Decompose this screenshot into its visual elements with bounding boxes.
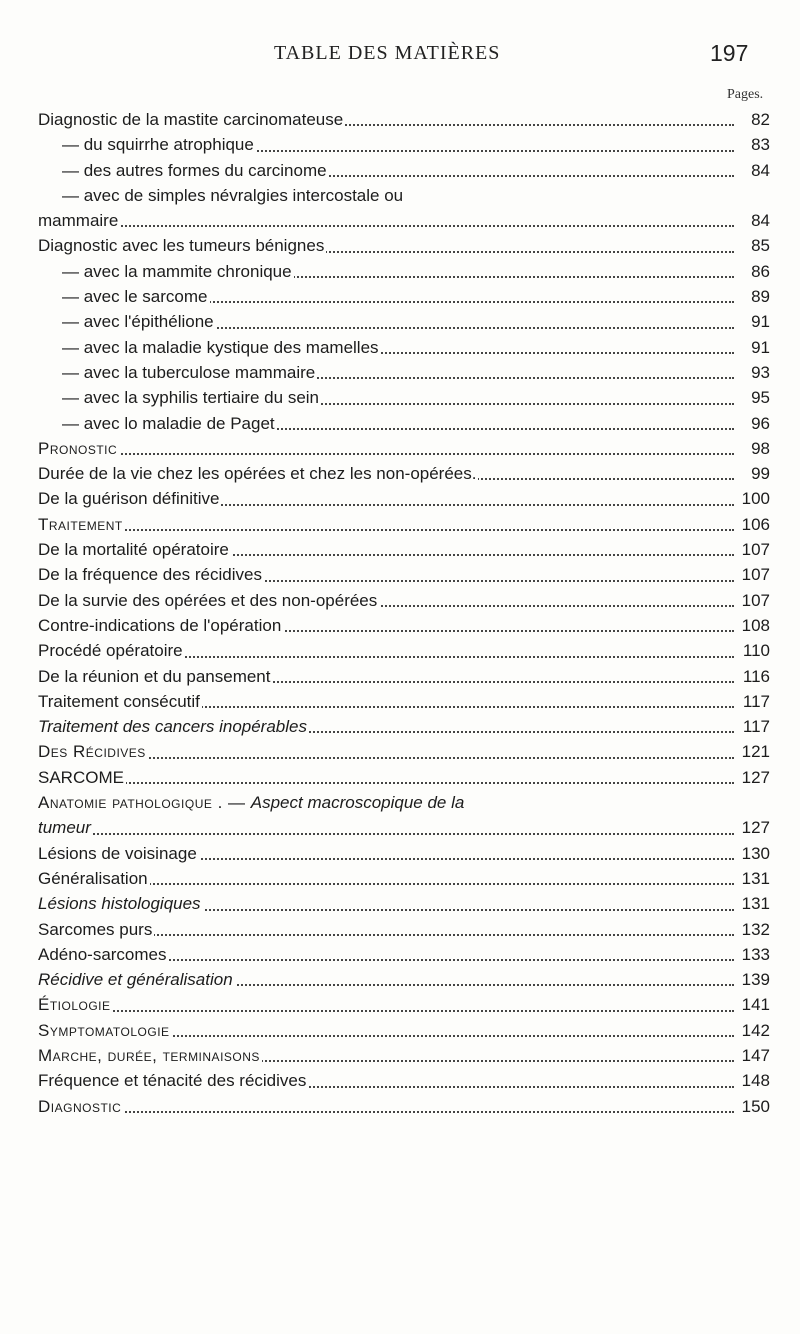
toc-entry <box>38 233 770 258</box>
toc-entry <box>38 486 770 511</box>
toc-entry-page: 108 <box>734 613 770 638</box>
toc-entry-page: 107 <box>734 588 770 613</box>
toc-entry <box>38 309 770 334</box>
toc-entry <box>38 765 770 790</box>
toc-entry-text: — avec la tuberculose mammaire <box>38 360 317 385</box>
toc-entry <box>38 992 770 1017</box>
toc-entry-page: 84 <box>734 158 770 183</box>
toc-entry-text: Adéno-sarcomes <box>38 942 169 967</box>
toc-entry-text: Diagnostic de la mastite carcinomateuse <box>38 107 345 132</box>
toc-entry <box>38 790 770 815</box>
toc-entry <box>38 942 770 967</box>
toc-entry-text: De la survie des opérées et des non-opérées <box>38 588 379 613</box>
toc-entry-page: 84 <box>734 208 770 233</box>
toc-entry <box>38 385 770 410</box>
toc-entry-page: 110 <box>734 638 770 663</box>
toc-entry-page: 131 <box>734 866 770 891</box>
toc-entry-text: Récidive et généralisation <box>38 967 235 992</box>
toc-entry-page: 132 <box>734 917 770 942</box>
toc-entry-text: — des autres formes du carcinome <box>38 158 329 183</box>
page-header <box>0 40 800 76</box>
toc-entry-text: — avec l'épithélione <box>38 309 216 334</box>
toc-entry-page: 106 <box>734 512 770 537</box>
toc-entry <box>38 815 770 840</box>
toc-entry <box>38 259 770 284</box>
toc-entry-page: 121 <box>734 739 770 764</box>
toc-entry-text: tumeur <box>38 815 93 840</box>
toc-entry <box>38 562 770 587</box>
leader-dots <box>38 833 734 835</box>
toc-entry <box>38 512 770 537</box>
toc-entry <box>38 917 770 942</box>
toc-entry-text: Diagnostic avec les tumeurs bénignes <box>38 233 326 258</box>
toc-entry-page: 131 <box>734 891 770 916</box>
toc-entry-page: 107 <box>734 562 770 587</box>
toc-entry <box>38 183 770 208</box>
toc-entry-page: 83 <box>734 132 770 157</box>
toc-entry-text: SARCOME <box>38 765 126 790</box>
toc-entry <box>38 132 770 157</box>
toc-entry-page: 91 <box>734 335 770 360</box>
toc-entry-page: 139 <box>734 967 770 992</box>
toc-entry <box>38 689 770 714</box>
toc-entry <box>38 714 770 739</box>
toc-entry <box>38 967 770 992</box>
toc-entry <box>38 537 770 562</box>
leader-dots <box>38 1010 734 1012</box>
running-title: TABLE DES MATIÈRES <box>274 42 501 64</box>
toc-entry-text: Marche, durée, terminaisons <box>38 1043 262 1068</box>
toc-entry-text: — avec de simples névralgies intercostale ou <box>38 183 405 208</box>
toc-entry-text: — avec la maladie kystique des mamelles <box>38 335 381 360</box>
toc-entry-text: De la guérison définitive <box>38 486 221 511</box>
toc-entry-text: Diagnostic <box>38 1094 123 1119</box>
page-number: 197 <box>710 40 749 66</box>
toc-entry <box>38 208 770 233</box>
toc-entry-page: 127 <box>734 815 770 840</box>
toc-entry-text: — avec lo maladie de Paget <box>38 411 277 436</box>
toc-entry <box>38 891 770 916</box>
toc-entry-page: 91 <box>734 309 770 334</box>
toc-entry-page: 148 <box>734 1068 770 1093</box>
toc-entry-subtitle: Aspect macroscopique de la <box>250 793 465 813</box>
toc-entry <box>38 664 770 689</box>
toc-entry <box>38 335 770 360</box>
toc-entry-page: 127 <box>734 765 770 790</box>
toc-entry-page: 141 <box>734 992 770 1017</box>
leader-dots <box>38 225 734 227</box>
toc-entry-text: mammaire <box>38 208 120 233</box>
leader-dots <box>38 453 734 455</box>
toc-entry-page: 130 <box>734 841 770 866</box>
toc-entry-text <box>38 790 466 815</box>
toc-entry-page: 117 <box>734 714 770 739</box>
leader-dots <box>38 782 734 784</box>
toc-entry <box>38 1094 770 1119</box>
toc-entry <box>38 638 770 663</box>
toc-entry-text: Sarcomes purs <box>38 917 154 942</box>
toc-entry-text: — avec la mammite chronique <box>38 259 294 284</box>
toc-entry-text: De la fréquence des récidives <box>38 562 264 587</box>
toc-entry-page: 116 <box>734 664 770 689</box>
leader-dots <box>38 1111 734 1113</box>
toc-entry-text: Pronostic <box>38 436 119 461</box>
toc-entry-page: 107 <box>734 537 770 562</box>
toc-entry-text: — avec la syphilis tertiaire du sein <box>38 385 321 410</box>
toc-entry-page: 99 <box>734 461 770 486</box>
toc-entry <box>38 841 770 866</box>
toc-entry <box>38 866 770 891</box>
toc-entry <box>38 284 770 309</box>
toc-entry-text: — avec le sarcome <box>38 284 210 309</box>
toc-entry-page: 147 <box>734 1043 770 1068</box>
toc-entry-text: Des Récidives <box>38 739 148 764</box>
toc-entry-page: 95 <box>734 385 770 410</box>
toc-entry-text: Contre-indications de l'opération <box>38 613 283 638</box>
toc-entry-page: 133 <box>734 942 770 967</box>
toc-entry-text: Procédé opératoire <box>38 638 185 663</box>
toc-entry-text: Symptomatologie <box>38 1018 172 1043</box>
toc-entry-text: Traitement des cancers inopérables <box>38 714 309 739</box>
toc-entry <box>38 1018 770 1043</box>
toc-entry-text: Lésions de voisinage <box>38 841 199 866</box>
toc-entry-page: 100 <box>734 486 770 511</box>
table-of-contents <box>38 107 770 1119</box>
toc-entry-page: 85 <box>734 233 770 258</box>
toc-entry-text: Étiologie <box>38 992 113 1017</box>
toc-entry-page: 98 <box>734 436 770 461</box>
toc-entry <box>38 360 770 385</box>
toc-entry-section-label: Anatomie pathologique . — <box>38 793 251 813</box>
toc-entry-text: Durée de la vie chez les opérées et chez les non-opérées. <box>38 461 478 486</box>
toc-entry-text: De la réunion et du pansement <box>38 664 273 689</box>
toc-entry <box>38 613 770 638</box>
toc-entry-text: — du squirrhe atrophique <box>38 132 256 157</box>
toc-entry-page: 150 <box>734 1094 770 1119</box>
toc-entry-page: 86 <box>734 259 770 284</box>
toc-entry-text: Traitement consécutif <box>38 689 202 714</box>
toc-entry-text: De la mortalité opératoire <box>38 537 231 562</box>
toc-entry <box>38 1043 770 1068</box>
toc-entry <box>38 1068 770 1093</box>
toc-entry-text: Lésions histologiques <box>38 891 203 916</box>
toc-entry <box>38 461 770 486</box>
toc-entry <box>38 158 770 183</box>
toc-entry <box>38 411 770 436</box>
toc-entry-page: 96 <box>734 411 770 436</box>
toc-entry-page: 82 <box>734 107 770 132</box>
toc-entry-page: 142 <box>734 1018 770 1043</box>
toc-entry <box>38 739 770 764</box>
toc-entry-text: Traitement <box>38 512 125 537</box>
leader-dots <box>38 529 734 531</box>
toc-entry-page: 93 <box>734 360 770 385</box>
toc-entry-page: 89 <box>734 284 770 309</box>
toc-entry <box>38 436 770 461</box>
pages-column-label: Pages. <box>727 87 764 102</box>
toc-entry <box>38 588 770 613</box>
toc-entry-text: Fréquence et ténacité des récidives <box>38 1068 308 1093</box>
toc-entry-page: 117 <box>734 689 770 714</box>
toc-entry-text: Généralisation <box>38 866 150 891</box>
toc-entry <box>38 107 770 132</box>
